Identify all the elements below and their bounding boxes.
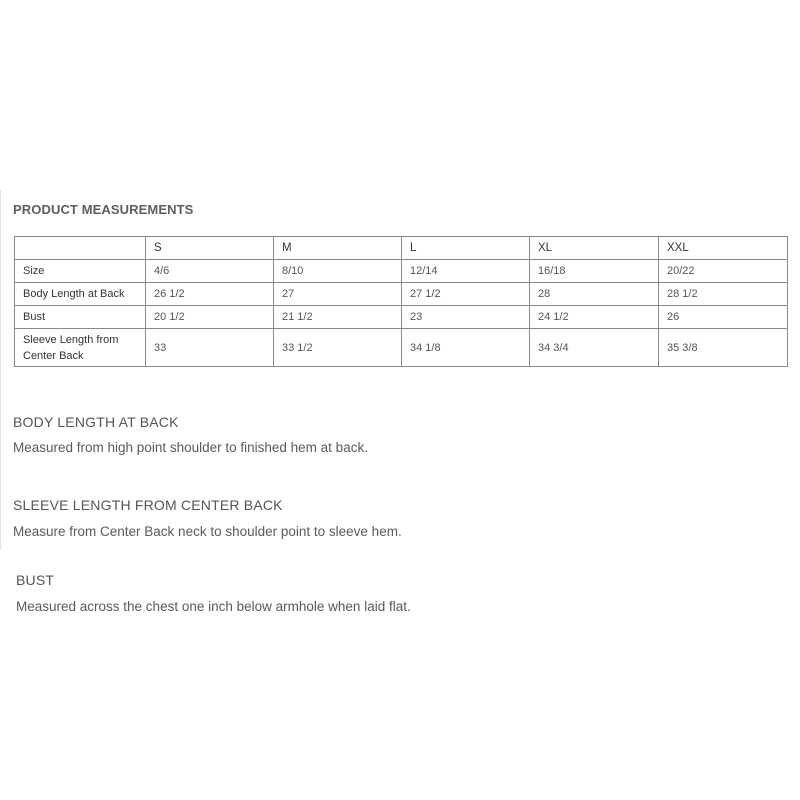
section-description-sleeve-length: Measure from Center Back neck to shoulder point to sleeve hem.	[13, 524, 402, 539]
table-cell: 20/22	[659, 260, 788, 283]
table-row-sleeve-length	[15, 329, 788, 367]
header-cell-s: S	[146, 237, 274, 260]
table-cell: 34 3/4	[530, 329, 659, 367]
row-label: Size	[15, 260, 146, 283]
section-title-bust: BUST	[16, 572, 55, 588]
table-cell: 28	[530, 283, 659, 306]
section-description-bust: Measured across the chest one inch below armhole when laid flat.	[16, 599, 411, 614]
table-row-body-length	[15, 283, 788, 306]
page-title: PRODUCT MEASUREMENTS	[13, 202, 194, 217]
section-description-body-length: Measured from high point shoulder to finished hem at back.	[13, 440, 368, 455]
left-divider	[0, 190, 1, 550]
table-cell: 4/6	[146, 260, 274, 283]
section-title-body-length: BODY LENGTH AT BACK	[13, 414, 179, 430]
table-cell: 26	[659, 306, 788, 329]
table-row-bust	[15, 306, 788, 329]
table-cell: 34 1/8	[402, 329, 530, 367]
table-header-row	[15, 237, 788, 260]
measurements-table	[14, 236, 788, 367]
row-label: Bust	[15, 306, 146, 329]
header-cell-l: L	[402, 237, 530, 260]
section-title-sleeve-length: SLEEVE LENGTH FROM CENTER BACK	[13, 497, 283, 513]
header-cell-m: M	[274, 237, 402, 260]
table-cell: 26 1/2	[146, 283, 274, 306]
header-cell-xl: XL	[530, 237, 659, 260]
table-cell: 27 1/2	[402, 283, 530, 306]
table-row-size	[15, 260, 788, 283]
table-cell: 16/18	[530, 260, 659, 283]
table-cell: 27	[274, 283, 402, 306]
table-cell: 24 1/2	[530, 306, 659, 329]
row-label: Sleeve Length from Center Back	[15, 329, 146, 367]
header-cell-empty	[15, 237, 146, 260]
table-cell: 23	[402, 306, 530, 329]
table-cell: 35 3/8	[659, 329, 788, 367]
table-cell: 21 1/2	[274, 306, 402, 329]
table-cell: 33 1/2	[274, 329, 402, 367]
header-cell-xxl: XXL	[659, 237, 788, 260]
table-cell: 20 1/2	[146, 306, 274, 329]
table-cell: 33	[146, 329, 274, 367]
row-label: Body Length at Back	[15, 283, 146, 306]
table-cell: 12/14	[402, 260, 530, 283]
table-cell: 8/10	[274, 260, 402, 283]
table-cell: 28 1/2	[659, 283, 788, 306]
